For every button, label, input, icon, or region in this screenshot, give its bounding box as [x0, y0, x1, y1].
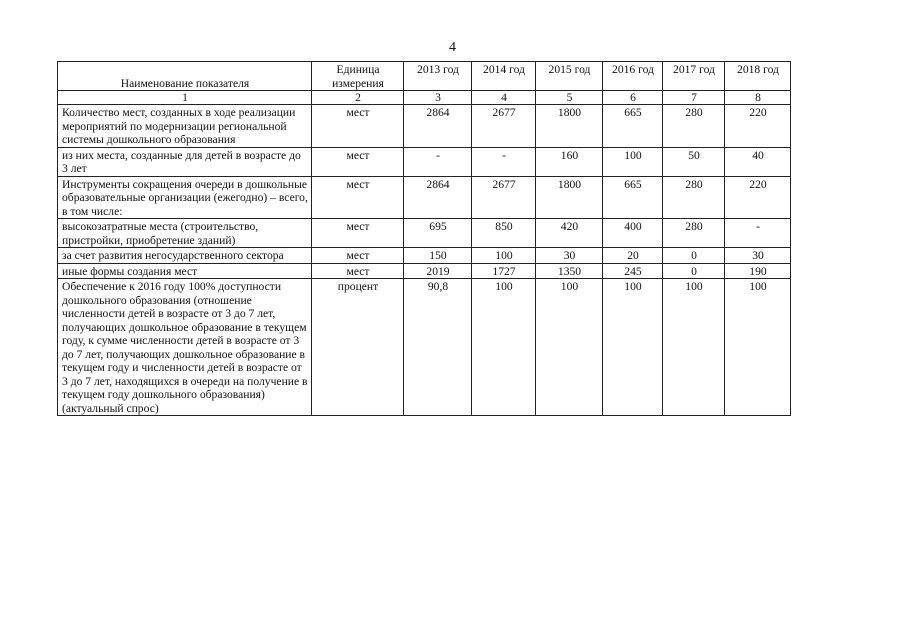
column-number: 1	[58, 91, 312, 105]
value-cell: -	[472, 147, 536, 176]
table-row	[58, 219, 791, 248]
value-cell: 100	[472, 248, 536, 264]
value-cell: 190	[725, 263, 791, 279]
value-cell: 665	[603, 176, 663, 219]
column-number: 4	[472, 91, 536, 105]
value-cell: 245	[603, 263, 663, 279]
table-row	[58, 105, 791, 148]
indicator-name: Инструменты сокращения очереди в дошкольные образовательные организации (ежегодно) – всего, в том числе:	[58, 176, 312, 219]
value-cell: 100	[536, 279, 603, 416]
unit-cell: мест	[312, 263, 404, 279]
value-cell: 160	[536, 147, 603, 176]
column-number: 8	[725, 91, 791, 105]
value-cell: 1800	[536, 105, 603, 148]
value-cell: 280	[663, 176, 725, 219]
value-cell: 30	[725, 248, 791, 264]
header-year: 2014 год	[472, 62, 536, 91]
value-cell: 665	[603, 105, 663, 148]
value-cell: 2864	[404, 176, 472, 219]
value-cell: 100	[603, 279, 663, 416]
value-cell: 30	[536, 248, 603, 264]
column-number: 3	[404, 91, 472, 105]
value-cell: 400	[603, 219, 663, 248]
header-year: 2013 год	[404, 62, 472, 91]
table-row	[58, 248, 791, 264]
value-cell: 50	[663, 147, 725, 176]
column-number: 2	[312, 91, 404, 105]
indicator-name: иные формы создания мест	[58, 263, 312, 279]
value-cell: 40	[725, 147, 791, 176]
unit-cell: мест	[312, 176, 404, 219]
value-cell: 0	[663, 248, 725, 264]
value-cell: 100	[603, 147, 663, 176]
table-row	[58, 279, 791, 416]
value-cell: 280	[663, 105, 725, 148]
unit-cell: мест	[312, 105, 404, 148]
value-cell: 1800	[536, 176, 603, 219]
header-year: 2017 год	[663, 62, 725, 91]
unit-cell: процент	[312, 279, 404, 416]
header-unit: Единица измерения	[312, 62, 404, 91]
column-number-row	[58, 91, 791, 105]
value-cell: 100	[725, 279, 791, 416]
header-year: 2018 год	[725, 62, 791, 91]
value-cell: 150	[404, 248, 472, 264]
value-cell: 90,8	[404, 279, 472, 416]
value-cell: 280	[663, 219, 725, 248]
table-row	[58, 263, 791, 279]
value-cell: 850	[472, 219, 536, 248]
indicator-name: Количество мест, созданных в ходе реализации мероприятий по модернизации региональной системы дошкольного образования	[58, 105, 312, 148]
value-cell: 220	[725, 105, 791, 148]
header-row	[58, 62, 791, 91]
header-indicator-name: Наименование показателя	[58, 62, 312, 91]
column-number: 5	[536, 91, 603, 105]
unit-cell: мест	[312, 147, 404, 176]
value-cell: 0	[663, 263, 725, 279]
value-cell: 1727	[472, 263, 536, 279]
value-cell: 695	[404, 219, 472, 248]
indicator-name: из них места, созданные для детей в возрасте до 3 лет	[58, 147, 312, 176]
value-cell: 420	[536, 219, 603, 248]
header-year: 2016 год	[603, 62, 663, 91]
unit-cell: мест	[312, 248, 404, 264]
indicator-name: за счет развития негосударственного сектора	[58, 248, 312, 264]
value-cell: 2677	[472, 176, 536, 219]
value-cell: -	[725, 219, 791, 248]
page-number: 4	[449, 40, 456, 55]
value-cell: 220	[725, 176, 791, 219]
unit-cell: мест	[312, 219, 404, 248]
table-row	[58, 176, 791, 219]
value-cell: 20	[603, 248, 663, 264]
value-cell: 2019	[404, 263, 472, 279]
table-row	[58, 147, 791, 176]
value-cell: 1350	[536, 263, 603, 279]
indicators-table	[57, 61, 791, 416]
value-cell: 100	[663, 279, 725, 416]
value-cell: 2864	[404, 105, 472, 148]
column-number: 6	[603, 91, 663, 105]
indicator-name: высокозатратные места (строительство, пристройки, приобретение зданий)	[58, 219, 312, 248]
column-number: 7	[663, 91, 725, 105]
header-year: 2015 год	[536, 62, 603, 91]
indicator-name: Обеспечение к 2016 году 100% доступности дошкольного образования (отношение численности детей в возрасте от 3 до 7 лет, получающих дошкольное образование в текущем году, к сумме численности детей в возрасте от 3 до 7 лет, получающих дошкольное образование в текущем году и численности детей в возрасте от 3 до 7 лет, находящихся в очереди на получение в текущем году дошкольного образования) (актуальный спрос)	[58, 279, 312, 416]
value-cell: 100	[472, 279, 536, 416]
value-cell: 2677	[472, 105, 536, 148]
value-cell: -	[404, 147, 472, 176]
